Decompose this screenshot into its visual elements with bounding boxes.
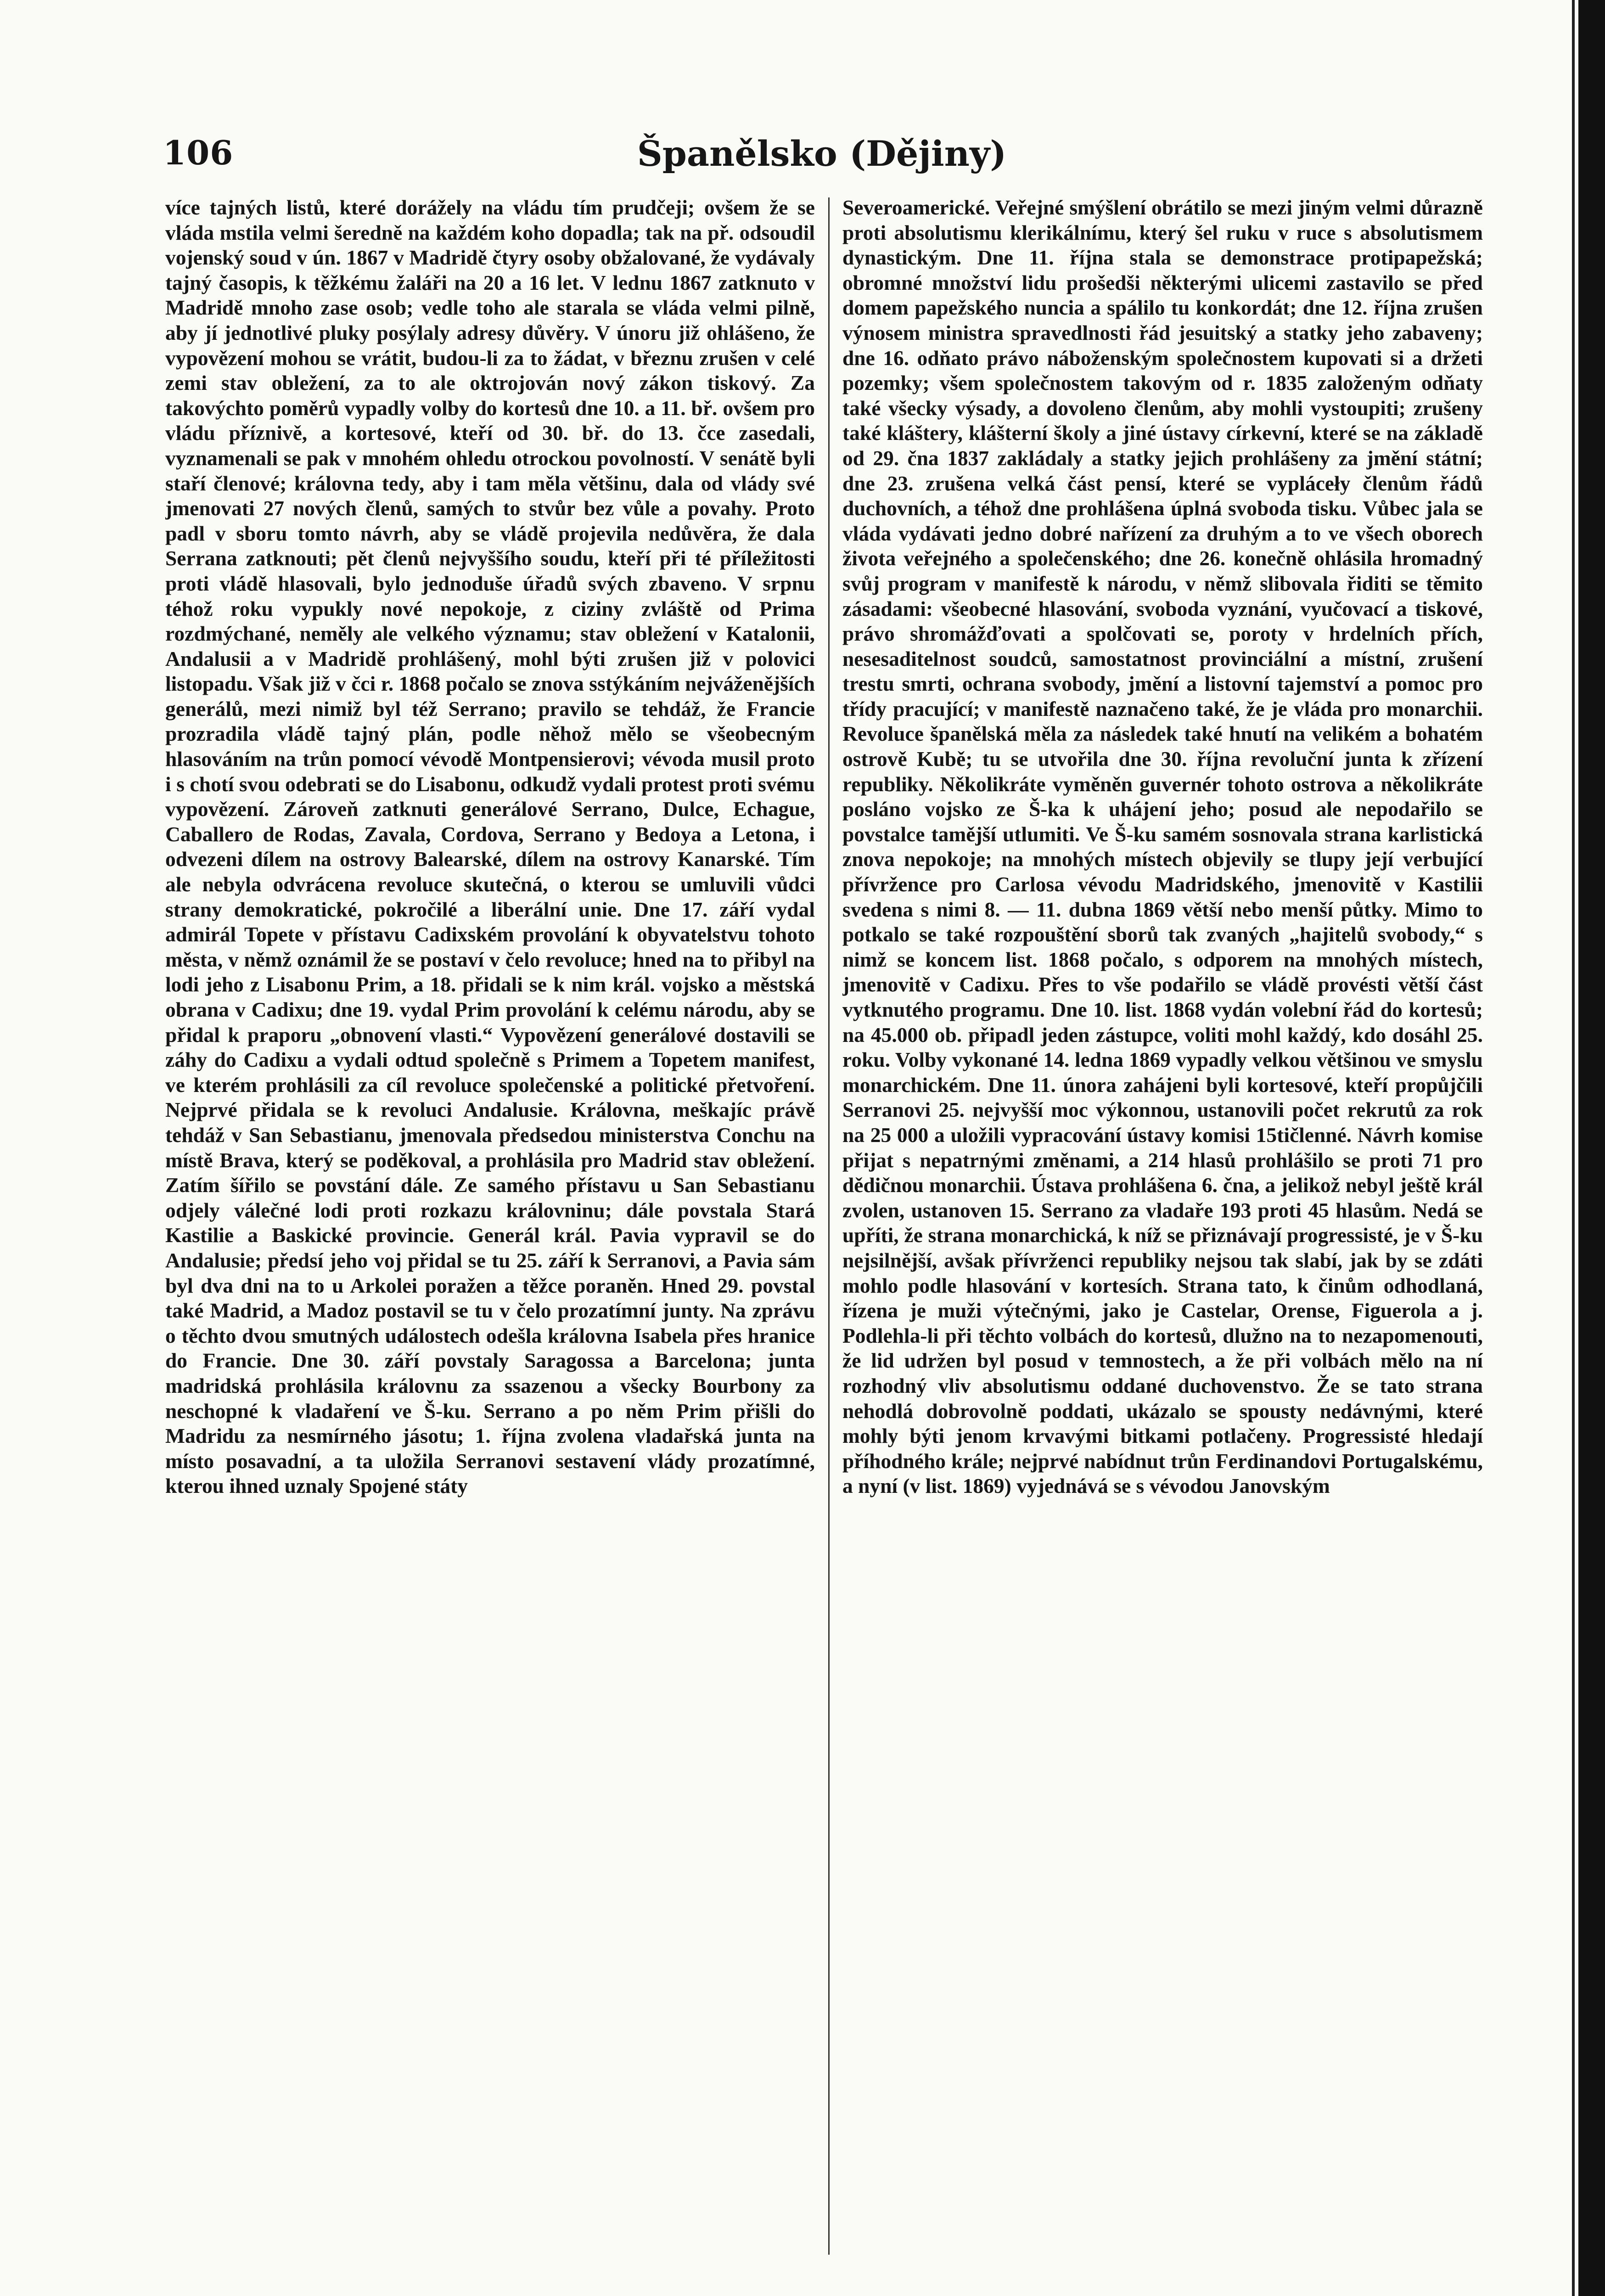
column-divider (828, 197, 830, 2255)
running-head: Španělsko (Dějiny) (637, 133, 1007, 174)
page-header (163, 133, 1481, 193)
page-number: 106 (163, 133, 234, 172)
page-edge-shadow (1578, 0, 1605, 2296)
text-column-left (165, 195, 815, 2266)
column-right-text: Severoamerické. Veřejné smýšlení obrátilo se mezi jiným velmi důrazně proti absolutismu klerikálnímu, který šel ruku v ruce s absolutismem dynastickým. Dne 11. října stala se demonstrace protipapežská; obromné množství lidu prošedši některými ulicemi zastavilo se před domem papežského nuncia a spálilo tu konkordát; dne 12. října zrušen výnosem ministra spravedlnosti řád jesuitský a statky jeho zabaveny; dne 16. odňato právo náboženským společnostem kupovati si a držeti pozemky; všem společnostem takovým od r. 1835 založeným odňaty také všecky výsady, a dovoleno členům, aby mohli vystoupiti; zrušeny také kláštery, klášterní školy a jiné ústavy církevní, které se na základě od 29. čna 1837 zakládaly a statky jejich prohlášeny za jmění státní; dne 23. zrušena velká část pensí, které se vypláceły členům řádů duchovních, a téhož dne prohlášena úplná svoboda tisku. Vůbec jala se vláda vydávati jedno dobré nařízení za druhým a to ve všech oborech života veřejného a společenského; dne 26. konečně ohlásila hromadný svůj program v manifestě k národu, v němž slibovala řiditi se těmito zásadami: všeobecné hlasování, svoboda vyznání, vyučovací a tiskové, právo shromážďovati a spolčovati se, poroty v hrdelních přích, nesesaditelnost soudců, samostatnost provinciální a místní, zrušení trestu smrti, ochrana svobody, jmění a listovní tajemství a pomoc pro třídy pracující; v manifestě naznačeno také, že je vláda pro monarchii. Revoluce španělská měla za následek také hnutí na velikém a bohatém ostrově Kubě; tu se utvořila dne 30. října revoluční junta k zřízení republiky. Několikráte vyměněn guvernér tohoto ostrova a několikráte posláno vojsko ze Š-ka k uhájení jeho; posud ale nepodařilo se povstalce tamější utlumiti. Ve Š-ku samém sosnovala strana karlistická znova nepokoje; na mnohých místech objevily se tlupy její verbující přívržence pro Carlosa vévodu Madridského, jmenovitě v Kastilii svedena s nimi 8. — 11. dubna 1869 větší nebo menší půtky. Mimo to potkalo se také rozpouštění sborů tak zvaných „hajitelů svobody,“ s nimž se koncem list. 1868 počalo, s odporem na mnohých místech, jmenovitě v Cadixu. Přes to vše podařilo se vládě provésti větší část vytknutého programu. Dne 10. list. 1868 vydán volební řád do kortesů; na 45.000 ob. připadl jeden zástupce, voliti mohl každý, kdo dosáhl 25. roku. Volby vykonané 14. ledna 1869 vypadly velkou většinou ve smyslu monarchickém. Dne 11. února zahájeni byli kortesové, kteří propůjčili Serranovi 25. nejvyšší moc výkonnou, ustanovili počet rekrutů za rok na 25 000 a uložili vypracování ústavy komisi 15tičlenné. Návrh komise přijat s nepatrnými změnami, a 214 hlasů prohlášilo se proti 71 pro dědičnou monarchii. Ústava prohlášena 6. čna, a jelikož nebyl ještě král zvolen, ustanoven 15. Serrano za vladaře 193 proti 45 hlasům. Nedá se upříti, že strana monarchická, k níž se přiznávají progressisté, je v Š-ku nejsilnější, avšak přívrženci republiky nejsou tak slabí, jak by se zdáti mohlo podle hlasování v kortesích. Strana tato, k činům odhodlaná, řízena je muži výtečnými, jako je Castelar, Orense, Figuerola a j. Podlehla-li při těchto volbách do kortesů, dlužno na to nezapomenouti, že lid udržen byl posud v temnostech, a že při volbách mělo na ní rozhodný vliv absolutismu oddané duchovenstvo. Že se tato strana nehodlá dobrovolně poddati, ukázalo se spousty nedávnými, které mohly býti jenom krvavými bitkami potlačeny. Progressisté hledají příhodného krále; nejprvé nabídnut trůn Ferdinandovi Portugalskému, a nyní (v list. 1869) vyjednává se s vévodou Janovským (842, 196, 1483, 1498)
column-left-text: více tajných listů, které dorážely na vládu tím prudčeji; ovšem že se vláda mstila velmi šeredně na každém koho dopadla; tak na př. odsoudil vojenský soud v ún. 1867 v Madridě čtyry osoby obžalované, že vydávaly tajný časopis, k těžkému žaláři na 20 a 16 let. V lednu 1867 zatknuto v Madridě mnoho zase osob; vedle toho ale starala se vláda velmi pilně, aby jí jednotlivé pluky posýlaly adresy důvěry. V únoru již ohlášeno, že vypovězení mohou se vrátit, budou-li za to žádat, v březnu zrušen v celé zemi stav obležení, za to ale oktrojován nový zákon tiskový. Za takovýchto poměrů vypadly volby do kortesů dne 10. a 11. bř. ovšem pro vládu příznivě, a kortesové, kteří od 30. bř. do 13. čce zasedali, vyznamenali se pak v mnohém ohledu otrockou povolností. V senátě byli staří členové; královna tedy, aby i tam měla většinu, dala od vlády své jmenovati 27 nových členů, samých to stvůr bez vůle a povahy. Proto padl v sboru tomto návrh, aby se vládě projevila nedůvěra, že dala Serrana zatknouti; pět členů nejvyššího soudu, kteří při té příležitosti proti vládě hlasovali, bylo jednoduše úřadů svých zbaveno. V srpnu téhož roku vypukly nové nepokoje, z ciziny zvláště od Prima rozdmýchané, neměly ale velkého významu; stav obležení v Katalonii, Andalusii a v Madridě prohlášený, mohl býti zrušen již v polovici listopadu. Však již v čci r. 1868 počalo se znova sstýkáním nejváženějších generálů, mezi nimiž byl též Serrano; pravilo se tehdáž, že Francie prozradila vládě tajný plán, podle něhož mělo se všeobecným hlasováním na trůn pomocí vévodě Montpensierovi; vévoda musil proto i s chotí svou odebrati se do Lisabonu, odkudž vydali protest proti svému vypovězení. Zároveň zatknuti generálové Serrano, Dulce, Echague, Caballero de Rodas, Zavala, Cordova, Serrano y Bedoya a Letona, i odvezeni dílem na ostrovy Balearské, dílem na ostrovy Kanarské. Tím ale nebyla odvrácena revoluce skutečná, o kterou se umluvili vůdci strany demokratické, pokročilé a liberální unie. Dne 17. září vydal admirál Topete v přístavu Cadixském provolání k obyvatelstvu tohoto města, v němž oznámil že se postaví v čelo revoluce; hned na to přibyl na lodi jeho z Lisabonu Prim, a 18. přidali se k nim král. vojsko a městská obrana v Cadixu; dne 19. vydal Prim provolání k celému národu, aby se přidal k praporu „obnovení vlasti.“ Vypovězení generálové dostavili se záhy do Cadixu a vydali odtud společně s Primem a Topetem manifest, ve kterém prohlásili za cíl revoluce společenské a politické přetvoření. Nejprvé přidala se k revoluci Andalusie. Královna, meškajíc právě tehdáž v San Sebastianu, jmenovala předsedou ministerstva Conchu na místě Brava, který se poděkoval, a prohlásila pro Madrid stav obležení. Zatím šířilo se povstání dále. Ze samého přístavu u San Sebastianu odjely válečné lodi proti rozkazu královninu; dále povstala Stará Kastilie a Baskické provincie. Generál král. Pavia vypravil se do Andalusie; předsí jeho voj přidal se tu 25. září k Serranovi, a Pavia sám byl dva dni na to u Arkolei poražen a těžce poraněn. Hned 29. povstal také Madrid, a Madoz postavil se tu v čelo prozatímní junty. Na zprávu o těchto dvou smutných událostech odešla královna Isabela přes hranice do Francie. Dne 30. září povstaly Saragossa a Barcelona; junta madridská prohlásila královnu za ssazenou a všecky Bourbony za neschopné k vladaření ve Š-ku. Serrano a po něm Prim přišli do Madridu za nesmírného jásotu; 1. října zvolena vladařská junta na místo posavadní, a ta uložila Serranovi sestavení vlády prozatímné, kterou ihned uznaly Spojené státy (165, 196, 815, 1498)
text-column-right (842, 195, 1483, 2266)
page-edge-line (1572, 0, 1575, 2296)
